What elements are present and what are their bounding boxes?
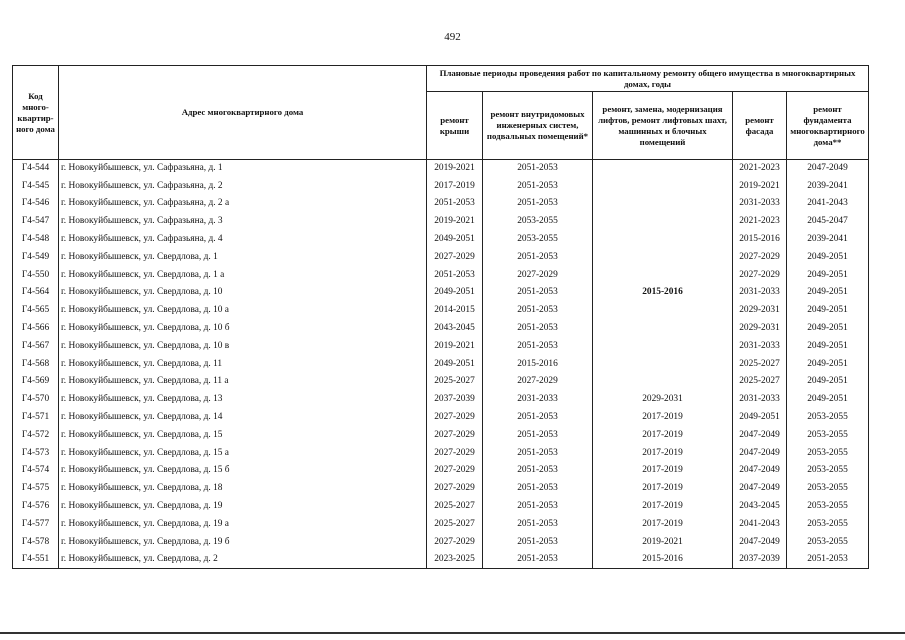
cell-systems: 2051-2053	[483, 533, 593, 551]
cell-address: г. Новокуйбышевск, ул. Свердлова, д. 1 а	[59, 266, 427, 284]
cell-lifts	[593, 302, 733, 320]
cell-roof: 2027-2029	[427, 480, 483, 498]
cell-code: Г4-551	[13, 551, 59, 569]
cell-facade: 2031-2033	[733, 195, 787, 213]
header-systems: ремонт внутридомовых инженерных систем, подвальных помещений*	[483, 92, 593, 160]
header-facade: ремонт фасада	[733, 92, 787, 160]
cell-lifts	[593, 320, 733, 338]
cell-facade: 2031-2033	[733, 337, 787, 355]
header-code: Код много-квартир-ного дома	[13, 66, 59, 160]
cell-lifts: 2017-2019	[593, 498, 733, 516]
cell-code: Г4-572	[13, 426, 59, 444]
cell-systems: 2051-2053	[483, 320, 593, 338]
cell-roof: 2017-2019	[427, 177, 483, 195]
header-group: Плановые периоды проведения работ по капитальному ремонту общего имущества в многоквартирных домах, годы	[427, 66, 869, 92]
cell-facade: 2029-2031	[733, 320, 787, 338]
cell-code: Г4-549	[13, 248, 59, 266]
cell-systems: 2051-2053	[483, 284, 593, 302]
cell-address: г. Новокуйбышевск, ул. Свердлова, д. 10 в	[59, 337, 427, 355]
cell-address: г. Новокуйбышевск, ул. Сафразьяна, д. 1	[59, 160, 427, 178]
cell-facade: 2025-2027	[733, 373, 787, 391]
cell-facade: 2047-2049	[733, 533, 787, 551]
cell-foundation: 2049-2051	[787, 337, 869, 355]
table-row	[13, 355, 869, 373]
cell-code: Г4-548	[13, 231, 59, 249]
page-number: 492	[444, 31, 461, 43]
table-row	[13, 195, 869, 213]
cell-roof: 2043-2045	[427, 320, 483, 338]
cell-code: Г4-577	[13, 515, 59, 533]
cell-code: Г4-569	[13, 373, 59, 391]
cell-roof: 2027-2029	[427, 533, 483, 551]
cell-roof: 2027-2029	[427, 444, 483, 462]
cell-lifts: 2017-2019	[593, 515, 733, 533]
table-row	[13, 373, 869, 391]
table-row	[13, 480, 869, 498]
cell-lifts	[593, 160, 733, 178]
cell-foundation: 2053-2055	[787, 533, 869, 551]
cell-roof: 2019-2021	[427, 337, 483, 355]
table-body	[13, 160, 869, 569]
cell-code: Г4-568	[13, 355, 59, 373]
cell-foundation: 2053-2055	[787, 515, 869, 533]
table-row	[13, 302, 869, 320]
cell-facade: 2029-2031	[733, 302, 787, 320]
cell-address: г. Новокуйбышевск, ул. Свердлова, д. 11 а	[59, 373, 427, 391]
cell-lifts: 2017-2019	[593, 409, 733, 427]
table-row	[13, 515, 869, 533]
cell-foundation: 2047-2049	[787, 160, 869, 178]
cell-facade: 2025-2027	[733, 355, 787, 373]
table-row	[13, 320, 869, 338]
cell-systems: 2027-2029	[483, 373, 593, 391]
cell-code: Г4-574	[13, 462, 59, 480]
cell-lifts	[593, 266, 733, 284]
cell-code: Г4-573	[13, 444, 59, 462]
cell-code: Г4-571	[13, 409, 59, 427]
cell-systems: 2015-2016	[483, 355, 593, 373]
cell-address: г. Новокуйбышевск, ул. Свердлова, д. 14	[59, 409, 427, 427]
repair-schedule-table	[12, 65, 869, 569]
cell-address: г. Новокуйбышевск, ул. Свердлова, д. 15 а	[59, 444, 427, 462]
cell-lifts: 2017-2019	[593, 462, 733, 480]
cell-systems: 2051-2053	[483, 551, 593, 569]
cell-systems: 2051-2053	[483, 444, 593, 462]
cell-systems: 2053-2055	[483, 231, 593, 249]
cell-roof: 2023-2025	[427, 551, 483, 569]
cell-roof: 2037-2039	[427, 391, 483, 409]
cell-code: Г4-546	[13, 195, 59, 213]
cell-systems: 2051-2053	[483, 302, 593, 320]
cell-systems: 2053-2055	[483, 213, 593, 231]
table-row	[13, 177, 869, 195]
cell-lifts: 2019-2021	[593, 533, 733, 551]
cell-foundation: 2049-2051	[787, 320, 869, 338]
table-row	[13, 533, 869, 551]
cell-foundation: 2049-2051	[787, 302, 869, 320]
cell-roof: 2049-2051	[427, 355, 483, 373]
cell-lifts	[593, 231, 733, 249]
cell-facade: 2019-2021	[733, 177, 787, 195]
cell-systems: 2051-2053	[483, 498, 593, 516]
cell-foundation: 2053-2055	[787, 498, 869, 516]
cell-roof: 2025-2027	[427, 515, 483, 533]
cell-systems: 2051-2053	[483, 177, 593, 195]
cell-lifts	[593, 213, 733, 231]
cell-facade: 2047-2049	[733, 426, 787, 444]
cell-foundation: 2051-2053	[787, 551, 869, 569]
cell-code: Г4-544	[13, 160, 59, 178]
cell-lifts: 2017-2019	[593, 426, 733, 444]
cell-roof: 2049-2051	[427, 284, 483, 302]
cell-foundation: 2049-2051	[787, 373, 869, 391]
cell-code: Г4-567	[13, 337, 59, 355]
cell-code: Г4-565	[13, 302, 59, 320]
cell-address: г. Новокуйбышевск, ул. Свердлова, д. 11	[59, 355, 427, 373]
cell-foundation: 2045-2047	[787, 213, 869, 231]
cell-address: г. Новокуйбышевск, ул. Сафразьяна, д. 2 а	[59, 195, 427, 213]
cell-lifts	[593, 373, 733, 391]
table-row	[13, 284, 869, 302]
cell-foundation: 2053-2055	[787, 462, 869, 480]
cell-facade: 2021-2023	[733, 213, 787, 231]
cell-facade: 2027-2029	[733, 266, 787, 284]
cell-foundation: 2041-2043	[787, 195, 869, 213]
table-row	[13, 266, 869, 284]
cell-facade: 2015-2016	[733, 231, 787, 249]
cell-facade: 2031-2033	[733, 391, 787, 409]
cell-facade: 2049-2051	[733, 409, 787, 427]
cell-systems: 2051-2053	[483, 409, 593, 427]
cell-address: г. Новокуйбышевск, ул. Сафразьяна, д. 3	[59, 213, 427, 231]
cell-systems: 2051-2053	[483, 195, 593, 213]
cell-lifts	[593, 355, 733, 373]
cell-address: г. Новокуйбышевск, ул. Сафразьяна, д. 4	[59, 231, 427, 249]
cell-roof: 2027-2029	[427, 409, 483, 427]
cell-roof: 2027-2029	[427, 248, 483, 266]
cell-facade: 2047-2049	[733, 480, 787, 498]
cell-code: Г4-545	[13, 177, 59, 195]
cell-code: Г4-570	[13, 391, 59, 409]
cell-address: г. Новокуйбышевск, ул. Свердлова, д. 19 б	[59, 533, 427, 551]
cell-roof: 2027-2029	[427, 462, 483, 480]
cell-systems: 2051-2053	[483, 248, 593, 266]
cell-code: Г4-576	[13, 498, 59, 516]
table-row	[13, 444, 869, 462]
cell-address: г. Новокуйбышевск, ул. Свердлова, д. 1	[59, 248, 427, 266]
cell-foundation: 2049-2051	[787, 266, 869, 284]
cell-code: Г4-547	[13, 213, 59, 231]
cell-systems: 2051-2053	[483, 515, 593, 533]
cell-foundation: 2049-2051	[787, 355, 869, 373]
cell-systems: 2051-2053	[483, 462, 593, 480]
cell-foundation: 2053-2055	[787, 480, 869, 498]
cell-lifts: 2017-2019	[593, 480, 733, 498]
cell-facade: 2031-2033	[733, 284, 787, 302]
cell-systems: 2051-2053	[483, 480, 593, 498]
cell-roof: 2051-2053	[427, 195, 483, 213]
cell-roof: 2025-2027	[427, 373, 483, 391]
cell-systems: 2051-2053	[483, 160, 593, 178]
bottom-divider	[0, 632, 905, 634]
cell-systems: 2051-2053	[483, 426, 593, 444]
cell-roof: 2051-2053	[427, 266, 483, 284]
cell-lifts: 2015-2016	[593, 551, 733, 569]
header-address: Адрес многоквартирного дома	[59, 66, 427, 160]
table-row	[13, 337, 869, 355]
cell-lifts	[593, 177, 733, 195]
cell-facade: 2021-2023	[733, 160, 787, 178]
cell-code: Г4-564	[13, 284, 59, 302]
cell-address: г. Новокуйбышевск, ул. Свердлова, д. 13	[59, 391, 427, 409]
table-row	[13, 248, 869, 266]
cell-address: г. Новокуйбышевск, ул. Свердлова, д. 10 б	[59, 320, 427, 338]
header-lifts: ремонт, замена, модернизация лифтов, ремонт лифтовых шахт, машинных и блочных помещений	[593, 92, 733, 160]
cell-code: Г4-550	[13, 266, 59, 284]
cell-foundation: 2049-2051	[787, 391, 869, 409]
cell-foundation: 2039-2041	[787, 231, 869, 249]
cell-roof: 2049-2051	[427, 231, 483, 249]
cell-systems: 2051-2053	[483, 337, 593, 355]
table-row	[13, 160, 869, 178]
table-header	[13, 66, 869, 160]
header-roof: ремонт крыши	[427, 92, 483, 160]
cell-roof: 2019-2021	[427, 213, 483, 231]
cell-lifts: 2015-2016	[593, 284, 733, 302]
cell-foundation: 2049-2051	[787, 284, 869, 302]
cell-foundation: 2053-2055	[787, 409, 869, 427]
cell-systems: 2031-2033	[483, 391, 593, 409]
cell-facade: 2027-2029	[733, 248, 787, 266]
table-row	[13, 231, 869, 249]
table-row	[13, 462, 869, 480]
cell-address: г. Новокуйбышевск, ул. Свердлова, д. 15 б	[59, 462, 427, 480]
cell-roof: 2027-2029	[427, 426, 483, 444]
cell-facade: 2047-2049	[733, 462, 787, 480]
cell-address: г. Новокуйбышевск, ул. Свердлова, д. 15	[59, 426, 427, 444]
cell-lifts	[593, 248, 733, 266]
cell-lifts: 2017-2019	[593, 444, 733, 462]
cell-foundation: 2053-2055	[787, 426, 869, 444]
cell-address: г. Новокуйбышевск, ул. Свердлова, д. 10	[59, 284, 427, 302]
cell-roof: 2025-2027	[427, 498, 483, 516]
table-row	[13, 409, 869, 427]
cell-lifts	[593, 337, 733, 355]
header-foundation: ремонт фундамента многоквартирного дома**	[787, 92, 869, 160]
cell-address: г. Новокуйбышевск, ул. Свердлова, д. 2	[59, 551, 427, 569]
table-row	[13, 551, 869, 569]
table-row	[13, 426, 869, 444]
table-row	[13, 391, 869, 409]
cell-facade: 2043-2045	[733, 498, 787, 516]
cell-address: г. Новокуйбышевск, ул. Свердлова, д. 18	[59, 480, 427, 498]
cell-foundation: 2039-2041	[787, 177, 869, 195]
cell-address: г. Новокуйбышевск, ул. Свердлова, д. 19 а	[59, 515, 427, 533]
cell-foundation: 2049-2051	[787, 248, 869, 266]
cell-foundation: 2053-2055	[787, 444, 869, 462]
cell-code: Г4-578	[13, 533, 59, 551]
cell-facade: 2047-2049	[733, 444, 787, 462]
cell-lifts: 2029-2031	[593, 391, 733, 409]
cell-systems: 2027-2029	[483, 266, 593, 284]
cell-address: г. Новокуйбышевск, ул. Свердлова, д. 10 а	[59, 302, 427, 320]
cell-roof: 2019-2021	[427, 160, 483, 178]
cell-roof: 2014-2015	[427, 302, 483, 320]
cell-code: Г4-566	[13, 320, 59, 338]
cell-facade: 2041-2043	[733, 515, 787, 533]
cell-lifts	[593, 195, 733, 213]
cell-facade: 2037-2039	[733, 551, 787, 569]
cell-code: Г4-575	[13, 480, 59, 498]
cell-address: г. Новокуйбышевск, ул. Свердлова, д. 19	[59, 498, 427, 516]
cell-address: г. Новокуйбышевск, ул. Сафразьяна, д. 2	[59, 177, 427, 195]
table-row	[13, 498, 869, 516]
table-row	[13, 213, 869, 231]
